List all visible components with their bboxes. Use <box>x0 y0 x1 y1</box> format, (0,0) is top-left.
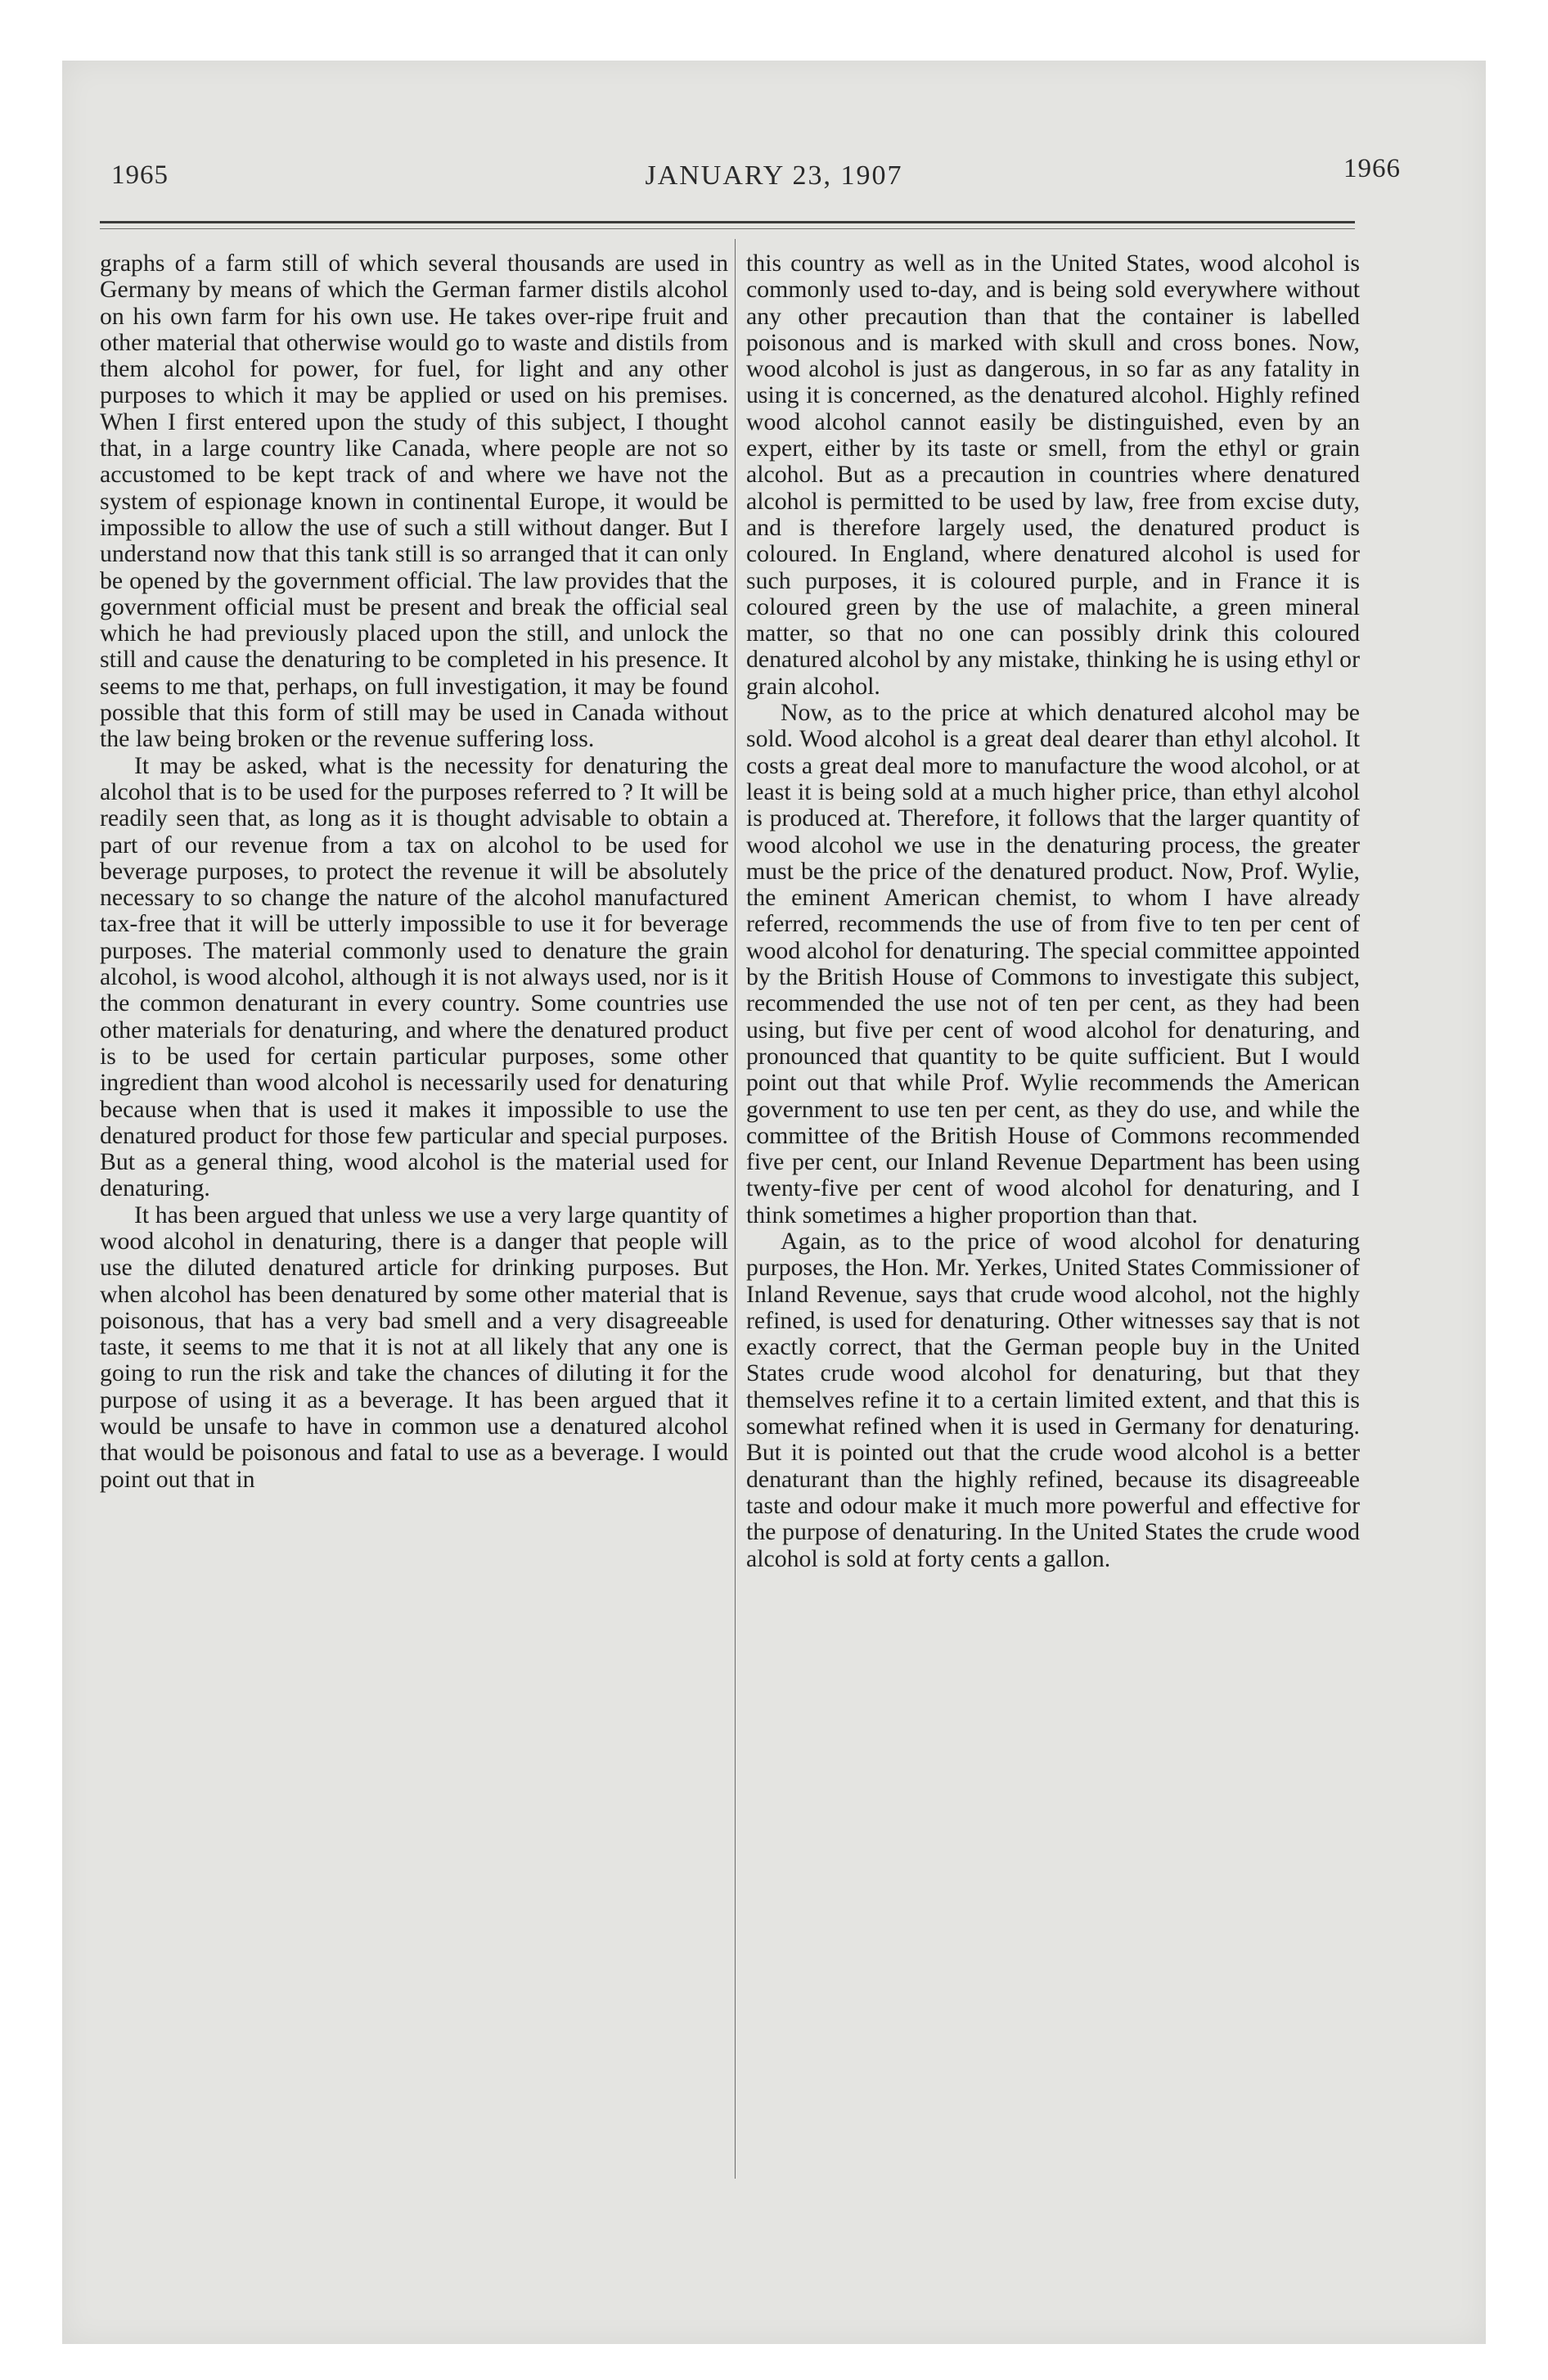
left-column <box>100 250 728 1493</box>
paragraph: It may be asked, what is the necessity for denaturing the alcohol that is to be used for the purposes referred to ? It will be readily seen that, as long as it is thought advisable to obtain a part of our revenue from a tax on alcohol to be used for beverage purposes, to protect the revenue it will be absolutely necessary to so change the nature of the alcohol manufactured tax-free that it will be utterly impossible to use it for beverage purposes. The material commonly used to denature the grain alcohol, is wood alcohol, although it is not always used, nor is it the common denaturant in every country. Some countries use other materials for denaturing, and where the denatured product is to be used for certain particular purposes, some other ingredient than wood alcohol is necessarily used for denaturing because when that is used it makes it impossible to use the denatured product for those few particular and special purposes. But as a general thing, wood alcohol is the material used for denaturing. <box>100 751 728 1202</box>
page-number-left: 1965 <box>111 160 169 190</box>
right-column <box>746 250 1360 1572</box>
header-rule-thin <box>100 228 1355 229</box>
paragraph: this country as well as in the United States, wood alcohol is commonly used to-day, and is being sold everywhere without any other precaution than that the container is labelled poisonous and is marked with skull and cross bones. Now, wood alcohol is just as dangerous, in so far as any fatality in using it is concerned, as the denatured alcohol. Highly refined wood alcohol cannot easily be distinguished, even by an expert, either by its taste or smell, from the ethyl or grain alcohol. But as a precaution in countries where denatured alcohol is permitted to be used by law, free from excise duty, and is therefore largely used, the denatured product is coloured. In England, where denatured alcohol is used for such purposes, it is coloured purple, and in France it is coloured green by the use of malachite, a green mineral matter, so that no one can possibly drink this coloured denatured alcohol by any mistake, thinking he is using ethyl or grain alcohol. <box>746 250 1360 700</box>
running-header <box>62 154 1486 198</box>
column-divider <box>735 239 736 2179</box>
paragraph: graphs of a farm still of which several thousands are used in Germany by means of which the German farmer distils alcohol on his own farm for his own use. He takes over-ripe fruit and other material that otherwise would go to waste and distils from them alcohol for power, for fuel, for light and any other purposes to which it may be applied or used on his premises. When I first entered upon the study of this subject, I thought that, in a large country like Canada, where people are not so accustomed to be kept track of and where we have not the system of espionage known in continental Europe, it would be impossible to allow the use of such a still without danger. But I understand now that this tank still is so arranged that it can only be opened by the government official. The law provides that the government official must be present and break the official seal which he had previously placed upon the still, and unlock the still and cause the denaturing to be completed in his presence. It seems to me that, perhaps, on full investigation, it may be found possible that this form of still may be used in Canada without the law being broken or the revenue suffering loss. <box>100 250 728 753</box>
paragraph: Now, as to the price at which denatured alcohol may be sold. Wood alcohol is a great deal dearer than ethyl alcohol. It costs a great deal more to manufacture the wood alcohol, or at least it is being sold at a much higher price, than ethyl alcohol is produced at. Therefore, it follows that the larger quantity of wood alcohol we use in the denaturing process, the greater must be the price of the denatured product. Now, Prof. Wylie, the eminent American chemist, to whom I have already referred, recommends the use of from five to ten per cent of wood alcohol for denaturing. The special committee appointed by the British House of Commons to investigate this subject, recommended the use not of ten per cent, as they had been using, but five per cent of wood alcohol for denaturing, and pronounced that quantity to be quite sufficient. But I would point out that while Prof. Wylie recommends the American government to use ten per cent, as they do use, and while the committee of the British House of Commons recommended five per cent, our Inland Revenue Department has been using twenty-five per cent of wood alcohol for denaturing, and I think sometimes a higher proportion than that. <box>746 699 1360 1228</box>
header-rule <box>100 221 1355 223</box>
page-number-right: 1966 <box>1343 154 1401 183</box>
paragraph: Again, as to the price of wood alcohol for denaturing purposes, the Hon. Mr. Yerkes, United States Commissioner of Inland Revenue, says that crude wood alcohol, not the highly refined, is used for denaturing. Other witnesses say that is not exactly correct, that the German people buy in the United States crude wood alcohol for denaturing, but that they themselves refine it to a certain limited extent, and that this is somewhat refined when it is used in Germany for denaturing. But it is pointed out that the crude wood alcohol is a better denaturant than the highly refined, because its disagreeable taste and odour make it much more powerful and effective for the purpose of denaturing. In the United States the crude wood alcohol is sold at forty cents a gallon. <box>746 1227 1360 1572</box>
paragraph: It has been argued that unless we use a very large quantity of wood alcohol in denaturing, there is a danger that people will use the diluted denatured article for drinking purposes. But when alcohol has been denatured by some other material that is poisonous, that has a very bad smell and a very disagreeable taste, it seems to me that it is not at all likely that any one is going to run the risk and take the chances of diluting it for the purpose of using it as a beverage. It has been argued that it would be unsafe to have in common use a denatured alcohol that would be poisonous and fatal to use as a beverage. I would point out that in <box>100 1201 728 1493</box>
issue-date: JANUARY 23, 1907 <box>645 160 903 191</box>
